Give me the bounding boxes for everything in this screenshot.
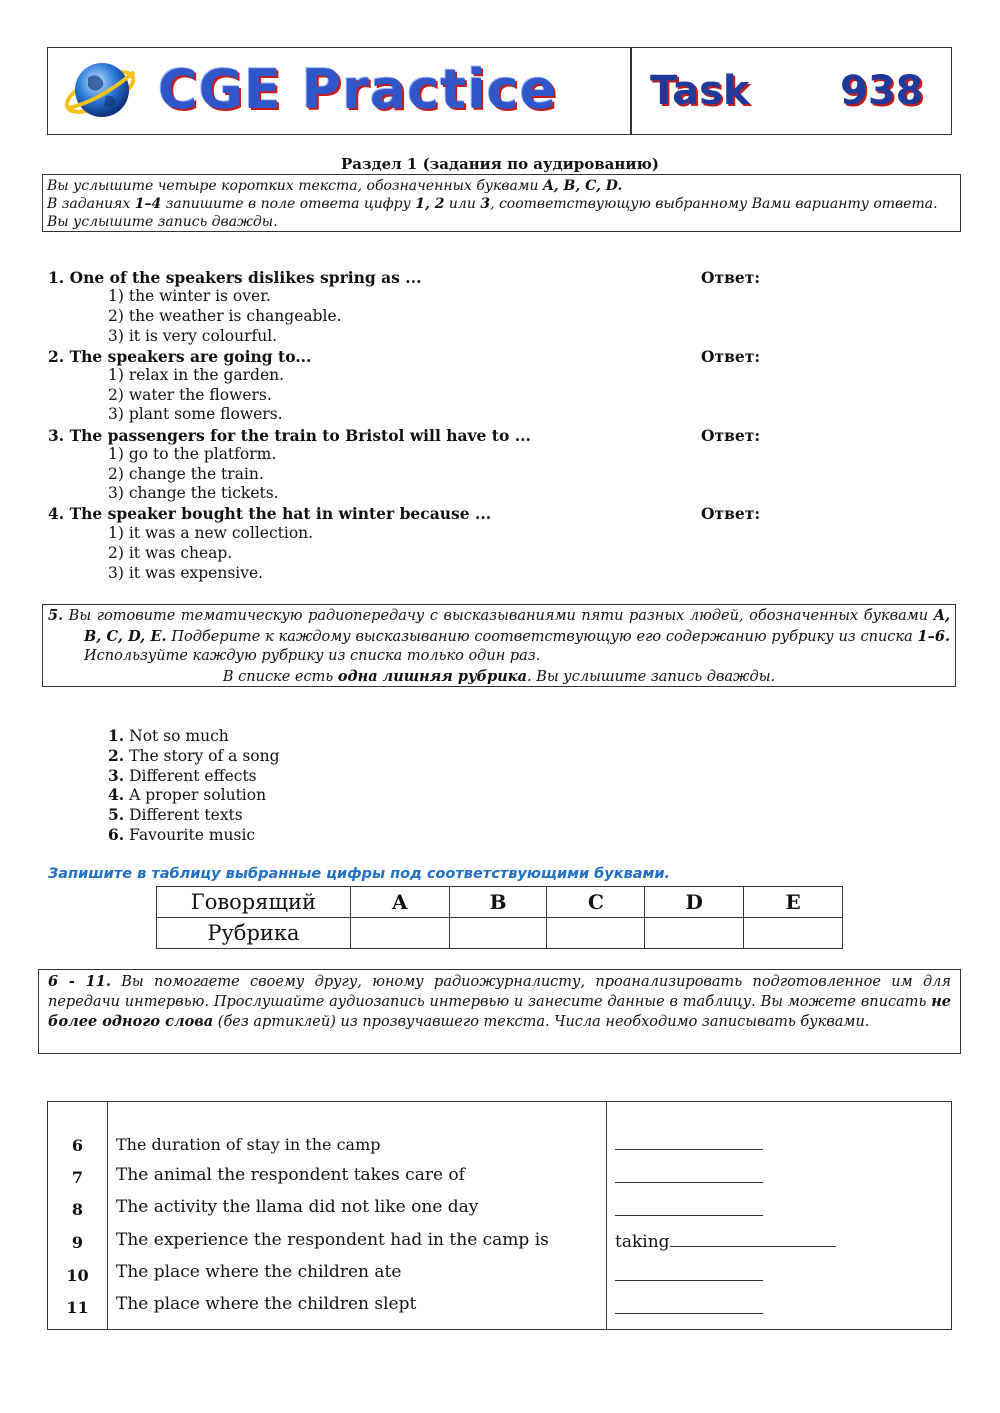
instructions-task-5: 5. Вы готовите тематическую радиопередачу с высказываниями пяти разных людей, обозначенных буквами A, B, C, D, E. Подберите к каждому высказыванию соответствующую его содержанию рубрику из списка 1–6. Используйте каждую рубрику из списка только один раз. В списке есть одна лишняя рубрика. Вы услышите запись дважды. bbox=[42, 604, 956, 687]
answer-prefix: taking bbox=[615, 1232, 670, 1252]
rubric-label-cell: Рубрика bbox=[157, 918, 351, 949]
answer-label-2: Ответ: bbox=[701, 347, 761, 366]
question-3-option-3: 3) change the tickets. bbox=[108, 484, 279, 502]
answer-cell-e[interactable] bbox=[744, 918, 843, 949]
rubric-item: 3. Different effects bbox=[108, 766, 257, 785]
instruction-line: Вы услышите четыре коротких текста, обозначенных буквами A, B, C, D. bbox=[47, 178, 623, 194]
answer-line-7[interactable] bbox=[615, 1168, 763, 1188]
instructions-listening-1-4 bbox=[42, 174, 961, 232]
question-1-option-1: 1) the winter is over. bbox=[108, 287, 271, 305]
column-divider bbox=[606, 1102, 607, 1329]
task-6-11-number: 6 - 11. bbox=[48, 973, 111, 990]
instruction-line: Вы услышите запись дважды. bbox=[47, 214, 278, 230]
answer-line-8[interactable] bbox=[615, 1201, 763, 1221]
question-2-option-2: 2) water the flowers. bbox=[108, 386, 272, 404]
question-4: 4. The speaker bought the hat in winter because ... bbox=[48, 504, 492, 523]
row-text: The place where the children ate bbox=[116, 1262, 402, 1282]
answer-cell-b[interactable] bbox=[449, 918, 547, 949]
letter-cell-a: A bbox=[350, 887, 449, 918]
row-number: 8 bbox=[71, 1200, 84, 1219]
answer-line-10[interactable] bbox=[615, 1266, 763, 1286]
answer-label-1: Ответ: bbox=[701, 268, 761, 287]
matching-table bbox=[156, 886, 843, 949]
instruction-line: В заданиях 1–4 запишите в поле ответа цифру 1, 2 или 3, соответствующую выбранному Вами варианту ответа. bbox=[47, 196, 938, 212]
row-number: 7 bbox=[71, 1168, 84, 1187]
answer-cell-c[interactable] bbox=[547, 918, 645, 949]
table-row bbox=[157, 887, 843, 918]
rubric-item: 5. Different texts bbox=[108, 805, 243, 824]
answer-line-9[interactable] bbox=[615, 1232, 836, 1252]
question-3-option-2: 2) change the train. bbox=[108, 465, 264, 483]
row-text: The activity the llama did not like one day bbox=[116, 1197, 479, 1217]
question-4-option-3: 3) it was expensive. bbox=[108, 564, 264, 582]
row-text: The duration of stay in the camp bbox=[116, 1135, 381, 1154]
instructions-task-6-11: 6 - 11. Вы помогаете своему другу, юному радиожурналисту, проанализировать подготовленное им для передачи интервью. Прослушайте аудиозапись интервью и занесите данные в таблицу. Вы можете вписать не более одного слова (без артиклей) из прозвучавшего текста. Числа необходимо записывать буквами. bbox=[38, 969, 961, 1054]
letter-cell-e: E bbox=[744, 887, 843, 918]
table-instruction: Запишите в таблицу выбранные цифры под соответствующими буквами. bbox=[48, 866, 671, 882]
answer-line-6[interactable] bbox=[615, 1135, 763, 1155]
row-text: The experience the respondent had in the camp is bbox=[116, 1230, 549, 1250]
column-divider bbox=[107, 1102, 108, 1329]
question-2-option-1: 1) relax in the garden. bbox=[108, 366, 285, 384]
question-3-option-1: 1) go to the platform. bbox=[108, 445, 277, 463]
row-text: The place where the children slept bbox=[116, 1294, 417, 1314]
letter-cell-d: D bbox=[645, 887, 744, 918]
question-2: 2. The speakers are going to... bbox=[48, 347, 312, 366]
header-box bbox=[47, 47, 952, 135]
task-label: Task bbox=[650, 68, 750, 114]
rubric-item: 4. A proper solution bbox=[108, 785, 267, 804]
section-title: Раздел 1 (задания по аудированию) bbox=[341, 155, 659, 173]
task-number: 938 bbox=[840, 68, 924, 114]
letter-cell-c: C bbox=[547, 887, 645, 918]
question-4-option-1: 1) it was a new collection. bbox=[108, 524, 314, 542]
answer-cell-a[interactable] bbox=[350, 918, 449, 949]
logo-text: CGE Practice bbox=[158, 58, 558, 121]
rubric-item: 1. Not so much bbox=[108, 726, 229, 745]
table-row bbox=[157, 918, 843, 949]
task-5-number: 5. bbox=[48, 607, 64, 624]
answer-label-4: Ответ: bbox=[701, 504, 761, 523]
question-2-option-3: 3) plant some flowers. bbox=[108, 405, 283, 423]
header-divider bbox=[630, 48, 632, 134]
question-4-option-2: 2) it was cheap. bbox=[108, 544, 233, 562]
question-3: 3. The passengers for the train to Bristol will have to ... bbox=[48, 426, 531, 445]
row-number: 6 bbox=[71, 1136, 84, 1155]
rubric-item: 2. The story of a song bbox=[108, 746, 280, 765]
question-1: 1. One of the speakers dislikes spring as ... bbox=[48, 268, 422, 287]
answer-cell-d[interactable] bbox=[645, 918, 744, 949]
letter-cell-b: B bbox=[449, 887, 547, 918]
answer-line-11[interactable] bbox=[615, 1299, 763, 1319]
row-text: The animal the respondent takes care of bbox=[116, 1165, 465, 1185]
globe-logo-icon bbox=[62, 56, 140, 126]
question-1-option-3: 3) it is very colourful. bbox=[108, 327, 278, 345]
row-number: 11 bbox=[66, 1298, 89, 1317]
interview-table bbox=[47, 1101, 952, 1330]
speaker-label-cell: Говорящий bbox=[157, 887, 351, 918]
row-number: 9 bbox=[71, 1233, 84, 1252]
row-number: 10 bbox=[66, 1266, 89, 1285]
rubric-item: 6. Favourite music bbox=[108, 825, 256, 844]
answer-label-3: Ответ: bbox=[701, 426, 761, 445]
question-1-option-2: 2) the weather is changeable. bbox=[108, 307, 342, 325]
